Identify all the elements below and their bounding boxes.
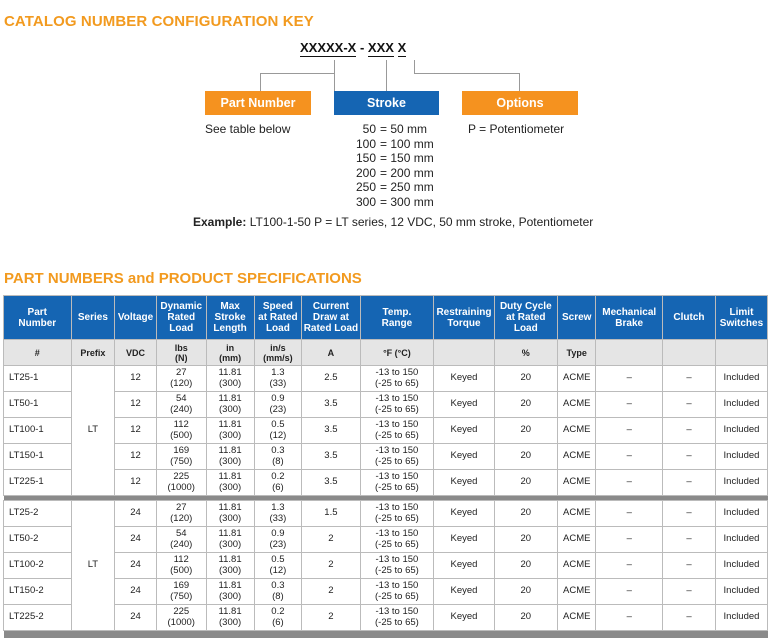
catalog-code-pattern	[300, 40, 406, 55]
clutch-cell: –	[662, 392, 715, 418]
temp-cell: -13 to 150 (-25 to 65)	[360, 553, 434, 579]
speed-cell: 0.9 (23)	[254, 527, 302, 553]
column-header: Dynamic Rated Load	[156, 296, 206, 340]
unit-cell	[662, 340, 715, 366]
clutch-cell: –	[662, 470, 715, 496]
current-cell: 3.5	[302, 392, 360, 418]
unit-cell	[434, 340, 494, 366]
speed-cell: 0.3 (8)	[254, 579, 302, 605]
stroke-cell: 11.81 (300)	[206, 527, 254, 553]
clutch-cell: –	[662, 527, 715, 553]
torque-cell: Keyed	[434, 392, 494, 418]
options-box: Options	[462, 91, 578, 115]
duty-cycle-cell: 20	[494, 605, 557, 631]
torque-cell: Keyed	[434, 605, 494, 631]
load-cell: 112 (500)	[156, 418, 206, 444]
table-row	[4, 553, 768, 579]
column-header: Max Stroke Length	[206, 296, 254, 340]
part-number-cell: LT50-2	[4, 527, 72, 553]
clutch-cell: –	[662, 444, 715, 470]
column-header: Screw	[558, 296, 596, 340]
group-separator	[4, 631, 768, 638]
table-row	[4, 470, 768, 496]
series-cell: LT	[71, 501, 115, 631]
torque-cell: Keyed	[434, 470, 494, 496]
stroke-list	[340, 122, 434, 209]
part-number-box: Part Number	[205, 91, 311, 115]
voltage-cell: 12	[115, 470, 157, 496]
brake-cell: –	[596, 553, 663, 579]
current-cell: 2	[302, 553, 360, 579]
unit-cell: %	[494, 340, 557, 366]
load-cell: 112 (500)	[156, 553, 206, 579]
code-part-number: XXXXX-X	[300, 40, 357, 55]
connector-line	[386, 60, 387, 91]
stroke-option	[340, 180, 434, 195]
table-row	[4, 527, 768, 553]
current-cell: 2	[302, 527, 360, 553]
current-cell: 2	[302, 579, 360, 605]
separator-cell	[4, 631, 768, 638]
brake-cell: –	[596, 366, 663, 392]
stroke-value: = 300 mm	[380, 194, 434, 209]
stroke-cell: 11.81 (300)	[206, 418, 254, 444]
stroke-code: 300	[355, 194, 376, 209]
temp-cell: -13 to 150 (-25 to 65)	[360, 527, 434, 553]
table-row	[4, 501, 768, 527]
unit-cell: #	[4, 340, 72, 366]
part-number-cell: LT150-2	[4, 579, 72, 605]
stroke-option	[340, 195, 434, 210]
torque-cell: Keyed	[434, 418, 494, 444]
load-cell: 225 (1000)	[156, 470, 206, 496]
voltage-cell: 12	[115, 444, 157, 470]
unit-cell: Prefix	[71, 340, 115, 366]
speed-cell: 1.3 (33)	[254, 366, 302, 392]
part-number-cell: LT100-2	[4, 553, 72, 579]
code-stroke: XXX	[367, 40, 394, 55]
speed-cell: 0.5 (12)	[254, 553, 302, 579]
column-header: Temp. Range	[360, 296, 434, 340]
temp-cell: -13 to 150 (-25 to 65)	[360, 392, 434, 418]
clutch-cell: –	[662, 579, 715, 605]
example-line	[193, 215, 593, 229]
clutch-cell: –	[662, 605, 715, 631]
temp-cell: -13 to 150 (-25 to 65)	[360, 444, 434, 470]
limit-switch-cell: Included	[715, 501, 767, 527]
unit-cell: A	[302, 340, 360, 366]
clutch-cell: –	[662, 366, 715, 392]
voltage-cell: 24	[115, 605, 157, 631]
voltage-cell: 12	[115, 366, 157, 392]
unit-cell: VDC	[115, 340, 157, 366]
stroke-cell: 11.81 (300)	[206, 392, 254, 418]
unit-cell	[596, 340, 663, 366]
limit-switch-cell: Included	[715, 392, 767, 418]
torque-cell: Keyed	[434, 444, 494, 470]
limit-switch-cell: Included	[715, 470, 767, 496]
connector-bracket	[260, 73, 335, 91]
limit-switch-cell: Included	[715, 366, 767, 392]
stroke-option	[340, 137, 434, 152]
current-cell: 2.5	[302, 366, 360, 392]
stroke-option	[340, 122, 434, 137]
duty-cycle-cell: 20	[494, 392, 557, 418]
duty-cycle-cell: 20	[494, 553, 557, 579]
unit-cell: °F (°C)	[360, 340, 434, 366]
temp-cell: -13 to 150 (-25 to 65)	[360, 366, 434, 392]
screw-cell: ACME	[558, 553, 596, 579]
brake-cell: –	[596, 470, 663, 496]
load-cell: 27 (120)	[156, 501, 206, 527]
table-row	[4, 366, 768, 392]
clutch-cell: –	[662, 553, 715, 579]
brake-cell: –	[596, 527, 663, 553]
load-cell: 225 (1000)	[156, 605, 206, 631]
screw-cell: ACME	[558, 501, 596, 527]
table-row	[4, 444, 768, 470]
duty-cycle-cell: 20	[494, 527, 557, 553]
temp-cell: -13 to 150 (-25 to 65)	[360, 579, 434, 605]
column-header: Clutch	[662, 296, 715, 340]
speed-cell: 0.2 (6)	[254, 470, 302, 496]
part-number-cell: LT150-1	[4, 444, 72, 470]
duty-cycle-cell: 20	[494, 470, 557, 496]
table-row	[4, 392, 768, 418]
speed-cell: 1.3 (33)	[254, 501, 302, 527]
table-row	[4, 579, 768, 605]
unit-cell	[715, 340, 767, 366]
torque-cell: Keyed	[434, 579, 494, 605]
connector-line	[334, 60, 335, 74]
part-number-cell: LT25-2	[4, 501, 72, 527]
limit-switch-cell: Included	[715, 527, 767, 553]
stroke-value: = 200 mm	[380, 165, 434, 180]
brake-cell: –	[596, 579, 663, 605]
screw-cell: ACME	[558, 579, 596, 605]
specs-title: PART NUMBERS and PRODUCT SPECIFICATIONS	[4, 270, 362, 287]
stroke-cell: 11.81 (300)	[206, 579, 254, 605]
limit-switch-cell: Included	[715, 553, 767, 579]
column-header: Speed at Rated Load	[254, 296, 302, 340]
limit-switch-cell: Included	[715, 444, 767, 470]
column-header: Voltage	[115, 296, 157, 340]
torque-cell: Keyed	[434, 366, 494, 392]
brake-cell: –	[596, 392, 663, 418]
current-cell: 3.5	[302, 418, 360, 444]
stroke-option	[340, 166, 434, 181]
torque-cell: Keyed	[434, 501, 494, 527]
stroke-code: 50	[362, 122, 376, 136]
part-number-cell: LT100-1	[4, 418, 72, 444]
screw-cell: ACME	[558, 418, 596, 444]
code-options: X	[397, 40, 407, 55]
load-cell: 27 (120)	[156, 366, 206, 392]
stroke-box: Stroke	[334, 91, 439, 115]
header-row	[4, 296, 768, 340]
unit-cell: lbs (N)	[156, 340, 206, 366]
column-header: Part Number	[4, 296, 72, 340]
current-cell: 2	[302, 605, 360, 631]
series-cell: LT	[71, 366, 115, 496]
screw-cell: ACME	[558, 444, 596, 470]
part-number-note: See table below	[205, 122, 291, 136]
column-header: Mechanical Brake	[596, 296, 663, 340]
temp-cell: -13 to 150 (-25 to 65)	[360, 501, 434, 527]
current-cell: 1.5	[302, 501, 360, 527]
stroke-cell: 11.81 (300)	[206, 501, 254, 527]
limit-switch-cell: Included	[715, 418, 767, 444]
unit-cell: Type	[558, 340, 596, 366]
clutch-cell: –	[662, 418, 715, 444]
stroke-value: = 100 mm	[380, 136, 434, 151]
column-header: Limit Switches	[715, 296, 767, 340]
speed-cell: 0.5 (12)	[254, 418, 302, 444]
part-number-cell: LT25-1	[4, 366, 72, 392]
load-cell: 54 (240)	[156, 392, 206, 418]
code-separator: -	[356, 40, 368, 55]
stroke-cell: 11.81 (300)	[206, 470, 254, 496]
stroke-cell: 11.81 (300)	[206, 366, 254, 392]
units-row	[4, 340, 768, 366]
duty-cycle-cell: 20	[494, 366, 557, 392]
screw-cell: ACME	[558, 527, 596, 553]
stroke-value: = 150 mm	[380, 151, 434, 165]
brake-cell: –	[596, 501, 663, 527]
voltage-cell: 24	[115, 553, 157, 579]
unit-cell: in/s (mm/s)	[254, 340, 302, 366]
temp-cell: -13 to 150 (-25 to 65)	[360, 605, 434, 631]
screw-cell: ACME	[558, 366, 596, 392]
temp-cell: -13 to 150 (-25 to 65)	[360, 470, 434, 496]
current-cell: 3.5	[302, 444, 360, 470]
column-header: Duty Cycle at Rated Load	[494, 296, 557, 340]
duty-cycle-cell: 20	[494, 579, 557, 605]
stroke-cell: 11.81 (300)	[206, 553, 254, 579]
speed-cell: 0.3 (8)	[254, 444, 302, 470]
voltage-cell: 24	[115, 501, 157, 527]
connector-line	[414, 60, 415, 74]
stroke-cell: 11.81 (300)	[206, 605, 254, 631]
stroke-option	[340, 151, 434, 166]
example-label: Example:	[193, 215, 247, 229]
stroke-code: 200	[355, 165, 376, 180]
column-header: Series	[71, 296, 115, 340]
part-number-cell: LT50-1	[4, 392, 72, 418]
voltage-cell: 24	[115, 527, 157, 553]
limit-switch-cell: Included	[715, 579, 767, 605]
part-number-cell: LT225-2	[4, 605, 72, 631]
stroke-code: 250	[355, 180, 376, 194]
screw-cell: ACME	[558, 392, 596, 418]
speed-cell: 0.9 (23)	[254, 392, 302, 418]
voltage-cell: 12	[115, 418, 157, 444]
stroke-code: 150	[355, 151, 376, 165]
part-number-cell: LT225-1	[4, 470, 72, 496]
config-title: CATALOG NUMBER CONFIGURATION KEY	[4, 13, 314, 30]
current-cell: 3.5	[302, 470, 360, 496]
stroke-value: = 250 mm	[380, 180, 434, 194]
speed-cell: 0.2 (6)	[254, 605, 302, 631]
stroke-value: = 50 mm	[380, 122, 428, 136]
unit-cell: in (mm)	[206, 340, 254, 366]
load-cell: 169 (750)	[156, 444, 206, 470]
table-row	[4, 418, 768, 444]
duty-cycle-cell: 20	[494, 444, 557, 470]
column-header: Restraining Torque	[434, 296, 494, 340]
clutch-cell: –	[662, 501, 715, 527]
screw-cell: ACME	[558, 605, 596, 631]
connector-bracket	[414, 73, 520, 91]
stroke-code: 100	[355, 136, 376, 151]
limit-switch-cell: Included	[715, 605, 767, 631]
voltage-cell: 24	[115, 579, 157, 605]
voltage-cell: 12	[115, 392, 157, 418]
table-row	[4, 605, 768, 631]
load-cell: 54 (240)	[156, 527, 206, 553]
brake-cell: –	[596, 605, 663, 631]
brake-cell: –	[596, 444, 663, 470]
example-text: LT100-1-50 P = LT series, 12 VDC, 50 mm stroke, Potentiometer	[246, 215, 594, 229]
brake-cell: –	[596, 418, 663, 444]
load-cell: 169 (750)	[156, 579, 206, 605]
specs-table	[3, 295, 768, 638]
torque-cell: Keyed	[434, 553, 494, 579]
temp-cell: -13 to 150 (-25 to 65)	[360, 418, 434, 444]
column-header: Current Draw at Rated Load	[302, 296, 360, 340]
duty-cycle-cell: 20	[494, 418, 557, 444]
options-note: P = Potentiometer	[468, 122, 565, 136]
duty-cycle-cell: 20	[494, 501, 557, 527]
screw-cell: ACME	[558, 470, 596, 496]
torque-cell: Keyed	[434, 527, 494, 553]
stroke-cell: 11.81 (300)	[206, 444, 254, 470]
